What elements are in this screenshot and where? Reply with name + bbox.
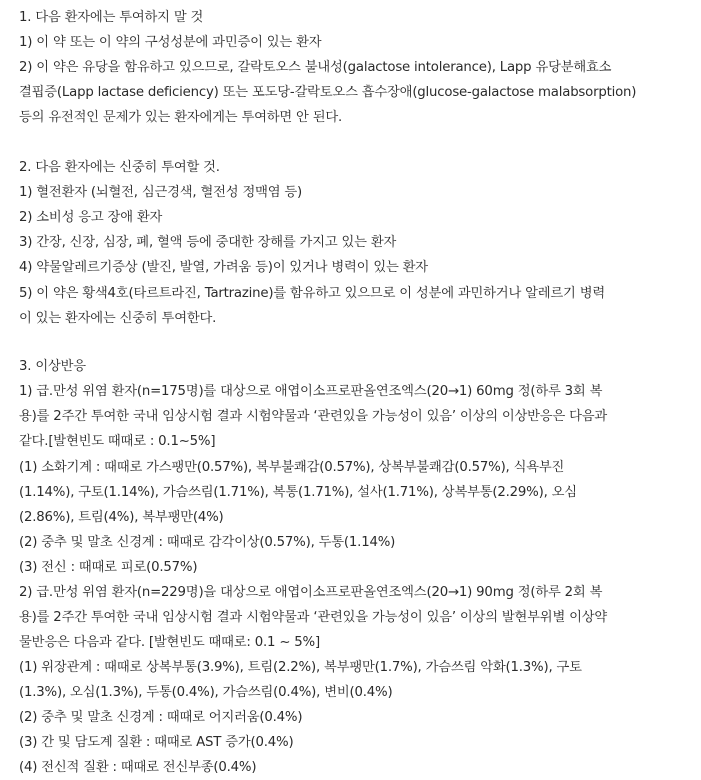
text-line: (1) 위장관계 : 때때로 상복부통(3.9%), 트림(2.2%), 복부팽만(1.7%), 가슴쓰림 악화(1.3%), 구토 bbox=[19, 660, 582, 675]
text-line: 2) 소비성 응고 장애 환자 bbox=[19, 210, 163, 225]
text-line: (3) 간 및 담도계 질환 : 때때로 AST 증가(0.4%) bbox=[19, 735, 294, 750]
text-line: 4) 약물알레르기증상 (발진, 발열, 가려움 등)이 있거나 병력이 있는 환자 bbox=[19, 260, 428, 275]
text-line: 결핍증(Lapp lactase deficiency) 또는 포도당-갈락토오스 흡수장애(glucose-galactose malabsorption) bbox=[19, 85, 637, 100]
text-line: (1.3%), 오심(1.3%), 두통(0.4%), 가슴쓰림(0.4%), 변비(0.4%) bbox=[19, 685, 393, 700]
text-line: 1) 급.만성 위염 환자(n=175명)를 대상으로 애엽이소프로판올연조엑스(20→1) 60mg 정(하루 3회 복 bbox=[19, 384, 603, 399]
text-line: 이 있는 환자에는 신중히 투여한다. bbox=[19, 311, 217, 326]
text-line: (1.14%), 구토(1.14%), 가슴쓰림(1.71%), 복통(1.71%), 설사(1.71%), 상복부통(2.29%), 오심 bbox=[19, 485, 577, 500]
text-line: 2) 이 약은 유당을 함유하고 있으므로, 갈락토오스 불내성(galactose intolerance), Lapp 유당분해효소 bbox=[19, 60, 612, 75]
section-2-heading: 2. 다음 환자에는 신중히 투여할 것. bbox=[19, 160, 220, 175]
text-line: 1) 혈전환자 (뇌혈전, 심근경색, 혈전성 정맥염 등) bbox=[19, 185, 303, 200]
text-line: 용)를 2주간 투여한 국내 임상시험 결과 시험약물과 ‘관련있을 가능성이 있음’ 이상의 이상반응은 다음과 bbox=[19, 409, 608, 424]
text-line: 등의 유전적인 문제가 있는 환자에게는 투여하면 안 된다. bbox=[19, 110, 343, 125]
text-line: (2) 중추 및 말초 신경계 : 때때로 감각이상(0.57%), 두통(1.14%) bbox=[19, 535, 396, 550]
text-line: 용)를 2주간 투여한 국내 임상시험 결과 시험약물과 ‘관련있을 가능성이 있음’ 이상의 발현부위별 이상약 bbox=[19, 610, 608, 625]
text-line: (2) 중추 및 말초 신경계 : 때때로 어지러움(0.4%) bbox=[19, 710, 303, 725]
text-line: 3) 간장, 신장, 심장, 폐, 혈액 등에 중대한 장해를 가지고 있는 환자 bbox=[19, 235, 397, 250]
text-line: 같다.[발현빈도 때때로 : 0.1~5%] bbox=[19, 434, 216, 449]
text-line: 5) 이 약은 황색4호(타르트라진, Tartrazine)를 함유하고 있으므로 이 성분에 과민하거나 알레르기 병력 bbox=[19, 286, 606, 301]
text-line: (1) 소화기계 : 때때로 가스팽만(0.57%), 복부불쾌감(0.57%), 상복부불쾌감(0.57%), 식욕부진 bbox=[19, 460, 565, 475]
section-3-heading: 3. 이상반응 bbox=[19, 359, 86, 374]
text-line: 2) 급.만성 위염 환자(n=229명)을 대상으로 애엽이소프로판올연조엑스(20→1) 90mg 정(하루 2회 복 bbox=[19, 585, 603, 600]
text-line: (3) 전신 : 때때로 피로(0.57%) bbox=[19, 560, 198, 575]
text-line: (2.86%), 트림(4%), 복부팽만(4%) bbox=[19, 510, 224, 525]
section-1-heading: 1. 다음 환자에는 투여하지 말 것 bbox=[19, 10, 204, 25]
text-line: (4) 전신적 질환 : 때때로 전신부종(0.4%) bbox=[19, 760, 257, 775]
text-line: 물반응은 다음과 같다. [발현빈도 때때로: 0.1 ~ 5%] bbox=[19, 635, 320, 650]
text-line: 1) 이 약 또는 이 약의 구성성분에 과민증이 있는 환자 bbox=[19, 35, 322, 50]
